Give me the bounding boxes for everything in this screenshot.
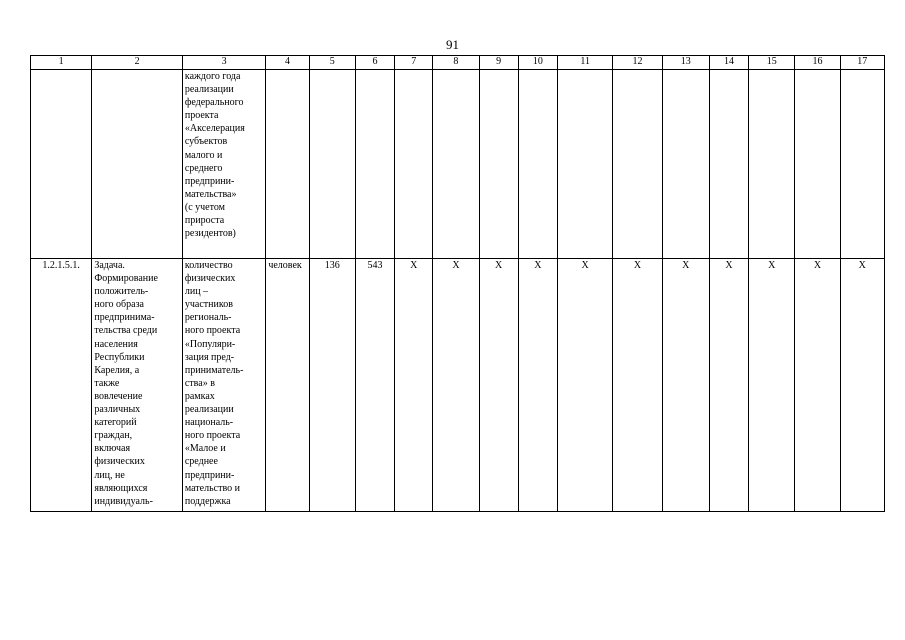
value-cell: X (479, 259, 518, 512)
value-cell: X (749, 259, 795, 512)
column-number: 12 (613, 56, 662, 70)
value-cell: X (662, 259, 709, 512)
indicator-table (30, 55, 885, 512)
column-number: 1 (31, 56, 92, 70)
value-cell: X (840, 259, 884, 512)
column-number: 14 (709, 56, 748, 70)
value-cell: X (558, 259, 613, 512)
value-cell (518, 70, 557, 259)
column-number: 16 (795, 56, 840, 70)
value-cell (749, 70, 795, 259)
value-cell: X (518, 259, 557, 512)
column-number: 15 (749, 56, 795, 70)
unit-cell: человек (266, 259, 309, 512)
value-cell (795, 70, 840, 259)
column-number: 3 (182, 56, 265, 70)
column-number: 10 (518, 56, 557, 70)
value-cell (433, 70, 479, 259)
unit-cell (266, 70, 309, 259)
value-cell (840, 70, 884, 259)
value-cell (355, 70, 394, 259)
value-cell (395, 70, 433, 259)
column-number: 5 (309, 56, 355, 70)
value-cell: X (433, 259, 479, 512)
value-cell (709, 70, 748, 259)
indicator-name-cell: количество физических лиц – участников региональ- ного проекта «Популяри- зация пред- приниматель- ства» в рамках реализации националь- ного проекта «Малое и среднее предприни- мательство и поддержка (182, 259, 265, 512)
table-row (31, 259, 885, 512)
task-name-cell (92, 70, 183, 259)
value-cell: 543 (355, 259, 394, 512)
table-row (31, 70, 885, 259)
column-number: 6 (355, 56, 394, 70)
column-number: 13 (662, 56, 709, 70)
value-cell (613, 70, 662, 259)
column-number-header-row (31, 56, 885, 70)
value-cell: X (795, 259, 840, 512)
value-cell (558, 70, 613, 259)
row-number-cell: 1.2.1.5.1. (31, 259, 92, 512)
value-cell (309, 70, 355, 259)
value-cell (662, 70, 709, 259)
column-number: 17 (840, 56, 884, 70)
column-number: 11 (558, 56, 613, 70)
column-number: 8 (433, 56, 479, 70)
row-number-cell (31, 70, 92, 259)
page-number: 91 (446, 37, 459, 52)
column-number: 9 (479, 56, 518, 70)
task-name-cell: Задача. Формирование положитель- ного образа предпринима- тельства среди населения Республики Карелия, а также вовлечение различных категорий граждан, включая физических лиц, не являющихся индивидуаль- (92, 259, 183, 512)
column-number: 2 (92, 56, 183, 70)
value-cell: 136 (309, 259, 355, 512)
indicator-name-cell: каждого года реализации федерального проекта «Акселерация субъектов малого и среднего предприни- мательства» (с учетом прироста резидентов) (182, 70, 265, 259)
value-cell (479, 70, 518, 259)
column-number: 4 (266, 56, 309, 70)
value-cell: X (613, 259, 662, 512)
value-cell: X (395, 259, 433, 512)
value-cell: X (709, 259, 748, 512)
column-number: 7 (395, 56, 433, 70)
